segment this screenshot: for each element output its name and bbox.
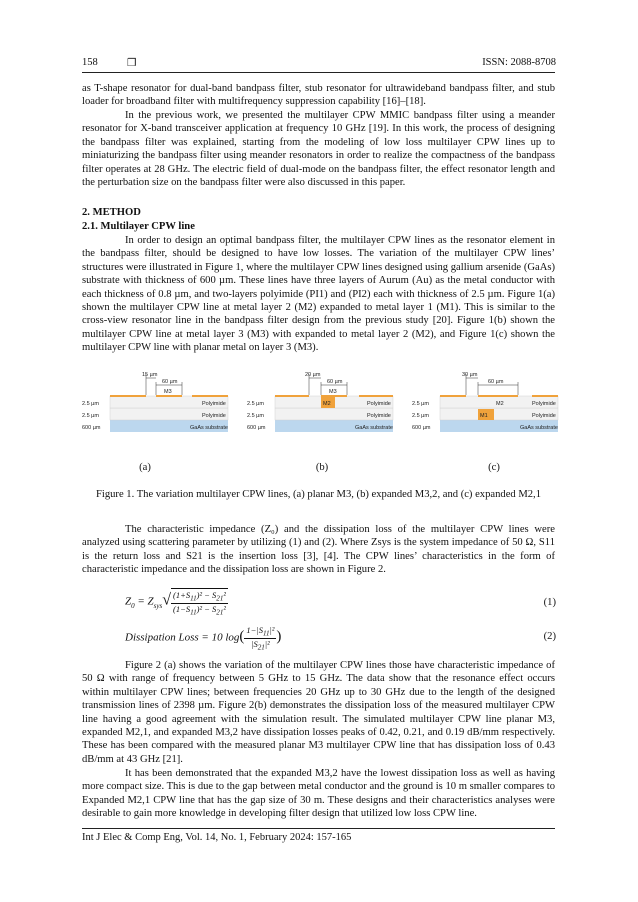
material-label: Polyimide [367,401,391,407]
equation-1-number: (1) [543,597,556,608]
metal-m3-signal [156,395,182,397]
width-label-a: 60 µm [162,379,178,385]
metal-ground-left [110,395,146,397]
metal-ground-right [359,395,393,397]
header-rule [82,72,555,73]
metal-ground-right [192,395,228,397]
thickness-label: 2.5 µm [412,413,429,419]
issn: ISSN: 2088-8708 [482,57,556,68]
panel-label-c: (c) [488,462,500,473]
thickness-label: 600 µm [82,425,101,431]
metal-label-c-m2: M2 [496,401,504,407]
checkbox-icon: ❒ [127,58,137,69]
material-label: GaAs substrate [520,425,558,431]
material-label: Polyimide [367,413,391,419]
equation-1: $Z_0 = Z_{sys}√$ $\frac{(1+S_{11})^2 - S_{21}^2}{(1-S_{11})^2 - S_{21}^2}$ [125,590,226,617]
gap-label-a: 15 µm [142,372,158,378]
thickness-label: 2.5 µm [82,401,99,407]
figure-1 [82,368,560,448]
thickness-label: 2.5 µm [247,413,264,419]
intro-paragraph-1: as T-shape resonator for dual-band bandpass filter, stub resonator for ultrawideband bandpass filter, and stub loader for broadband filter with multifrequency suppression capability [16]–[18]. [82,83,555,108]
panel-label-b: (b) [315,462,329,473]
subsection-heading: 2.1. Multilayer CPW line [82,221,195,232]
panel-b-diagram [247,372,393,432]
thickness-label: 600 µm [247,425,266,431]
thickness-label: 600 µm [412,425,431,431]
material-label: GaAs substrate [355,425,393,431]
gap-label-c: 30 µm [462,372,478,378]
material-label: GaAs substrate [190,425,228,431]
intro-paragraph-2: In the previous work, we presented the multilayer CPW MMIC bandpass filter using a meander resonator for X-band transceiver application at frequency 10 GHz [19]. In this work, the process of designing the bandpass filter was explained, starting from the modeling of low loss multilayer CPW lines up to miniaturizing the bandpass filter using meander resonators in order to realize the compactness of the bandpass filter operates at 28 GHz. The electric field of dual-mode on the bandpass filter, the effect resonator length and the perturbation size on the bandpass filter were also discussed in this paper. [82,110,555,189]
metal-top-signal [478,395,518,397]
metal-ground-left [275,395,309,397]
panel-c-diagram [412,372,558,432]
page-number: 158 [82,57,98,68]
width-label-c: 60 µm [488,379,504,385]
footer-rule [82,828,555,829]
thickness-label: 2.5 µm [412,401,429,407]
body-paragraph-2: The characteristic impedance (Z₀) and the dissipation loss of the multilayer CPW lines were analyzed using scattering parameter by utilizing (1) and (2). Where Zsys is the system impedance of 50 Ω, S11 is the return loss and S21 is the insertion loss [3], [4]. The CPW lines’ characteristics in the form of characteristic impedance and the dissipation loss are shown in Figure 2. [82,524,555,576]
body-paragraph-3: Figure 2 (a) shows the variation of the multilayer CPW lines those have characteristic impedance of 50 Ω with range of frequency between 5 GHz to 15 GHz. The data show that the resonance effect occurs within multilayer CPW lines; between frequencies 20 GHz up to 30 GHz due to the length of the designed transmission lines of 2398 µm. Figure 2(b) demonstrates the dissipation loss of the measured multilayer CPW line having a good agreement with the simulation result. The simulated multilayer CPW line planar M3, expanded M2,1, and expanded M3,2 have dissipation losses peaks of 0.42, 0.21, and 0.19 dB/mm respectively. These has been compared with the measured planar M3 multilayer CPW line that has dissipation loss of 0.43 dB/mm at 43 GHz [21]. [82,660,555,765]
metal-m3-signal [321,395,347,397]
metal-label-b-m2: M2 [323,401,331,407]
thickness-label: 2.5 µm [247,401,264,407]
equation-2-number: (2) [543,631,556,642]
width-label-b: 60 µm [327,379,343,385]
metal-ground-right [532,395,558,397]
metal-ground-left [440,395,466,397]
material-label: Polyimide [202,413,226,419]
thickness-label: 2.5 µm [82,413,99,419]
material-label: Polyimide [202,401,226,407]
body-paragraph-4: It has been demonstrated that the expanded M3,2 have the lowest dissipation loss as well as having more compact size. This is due to the gap between metal conductor and the ground is 10 m smaller compares to Expanded M2,1 CPW line that has the gap size of 30 m. These designs and their characteristics analyses were desirable to gain more knowledge in developing filter design that utilized low loss CPW line. [82,768,555,820]
material-label: Polyimide [532,401,556,407]
equation-2: Dissipation Loss = 10 log( $\frac{1-|S_{11}|^2}{|S_{21}|^2}$ ) [125,625,282,652]
metal-label-a-m3: M3 [164,389,172,395]
section-heading: 2. METHOD [82,207,141,218]
panel-a-diagram [82,372,228,432]
section-paragraph-1: In order to design an optimal bandpass filter, the multilayer CPW lines as the resonator element in the bandpass filter, should be designed to have low losses. The variation of the multilayer CPW lines’ structures were illustrated in Figure 1, where the multilayer CPW lines designed using gallium arsenide (GaAs) substrate with thickness of 600 µm. These lines have three layers of Aurum (Au) as the metal conductor with each thickness of 0.8 µm, and two-layers polyimide (PI1) and (PI2) each with thickness of 2.5 µm. Figure 1(a) shown the multilayer CPW line at metal layer 2 (M2) expanded to metal layer 1 (M1). This is similar to the cross-view resonator line in the bandpass filter design from the previous study [20]. Figure 1(b) shown the multilayer CPW line at metal layer 3 (M3) with expanded to metal layer 2 (M2), and Figure 1(c) shown the multilayer CPW line with planar metal on layer 3 (M3). [82,235,555,354]
journal-footer: Int J Elec & Comp Eng, Vol. 14, No. 1, February 2024: 157-165 [82,832,352,843]
metal-label-c-m1: M1 [480,413,488,419]
gap-label-b: 20 µm [305,372,321,378]
panel-label-a: (a) [139,462,151,473]
figure-1-caption: Figure 1. The variation multilayer CPW lines, (a) planar M3, (b) expanded M3,2, and (c) expanded M2,1 [95,489,542,500]
material-label: Polyimide [532,413,556,419]
metal-label-b-m3: M3 [329,389,337,395]
